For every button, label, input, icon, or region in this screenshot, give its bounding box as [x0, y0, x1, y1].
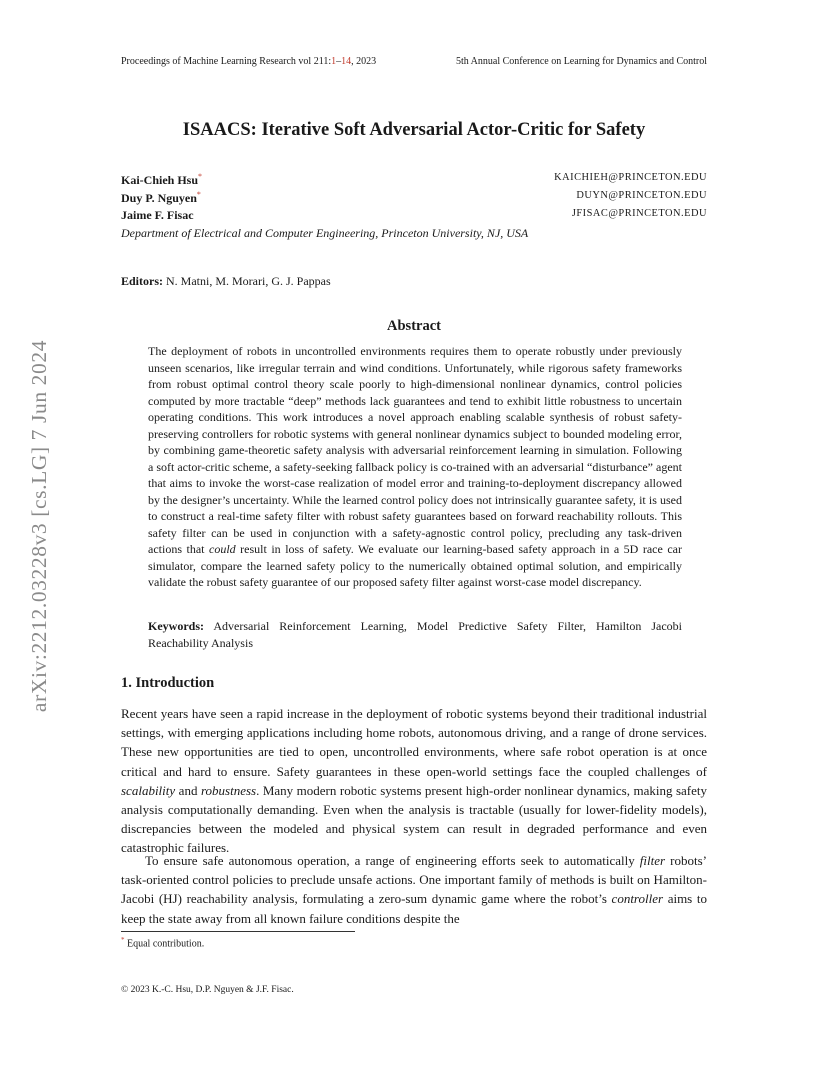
footnote-rule: [121, 931, 355, 932]
copyright-line: © 2023 K.-C. Hsu, D.P. Nguyen & J.F. Fisac.: [121, 985, 294, 995]
editors-names: N. Matni, M. Morari, G. J. Pappas: [163, 274, 331, 288]
footnote-text: Equal contribution.: [124, 938, 205, 950]
header-year: , 2023: [351, 56, 377, 67]
author-row: [121, 172, 707, 188]
author-email-1: KAICHIEH@PRINCETON.EDU: [554, 172, 707, 183]
abstract-text-2: result in loss of safety. We evaluate our learning-based safety approach in a 5D race car simulator, compare the learned safety policy to the numerically obtained optimal solution, and empirically validate the robust safety guarantee of our proposed safety filter against worst-case model discrepancy.: [148, 542, 682, 589]
keywords: [148, 618, 682, 651]
author-name-text: Kai-Chieh Hsu: [121, 173, 199, 187]
emphasis-controller: controller: [611, 891, 664, 907]
arxiv-id: arXiv:2212.03228v3 [cs.LG] 7 Jun 2024: [27, 339, 51, 713]
author-name-text: Duy P. Nguyen: [121, 191, 197, 205]
last-page-link[interactable]: 14: [341, 56, 352, 67]
editors-label: Editors:: [121, 274, 163, 288]
author-name-1: [121, 172, 202, 188]
arxiv-stamp: [24, 296, 54, 756]
abstract-body: [148, 343, 682, 591]
footnote-mark: *: [121, 936, 125, 944]
equal-contrib-mark[interactable]: *: [196, 190, 201, 199]
emphasis-robustness: robustness: [200, 782, 257, 798]
running-header-left: [121, 56, 376, 67]
footnote: [121, 936, 204, 949]
first-page-link[interactable]: 1: [331, 56, 337, 67]
author-row: [121, 190, 707, 206]
author-name-2: [121, 190, 201, 206]
abstract-text-1: The deployment of robots in uncontrolled environments requires them to operate robustly under previously unseen scenarios, like irregular terrain and wind conditions. Unfortunately, while rigorous safety frameworks from robust optimal control theory scale poorly to high-dimensional nonlinear dynamics, control policies computed by more tractable “deep” methods lack guarantees and tend to exhibit little robustness to uncertain operating conditions. This work introduces a novel approach enabling scalable synthesis of robust safety-preserving controllers for robotic systems with general nonlinear dynamics subject to bounded modeling error, by combining game-theoretic safety analysis with adversarial reinforcement learning in simulation. Following a soft actor-critic scheme, a safety-seeking fallback policy is co-trained with an adversarial “disturbance” agent that aims to invoke the worst-case realization of model error and training-to-deployment discrepancy allowed by the designer’s uncertainty. While the learned control policy does not intrinsically guarantee safety, it is used to construct a real-time safety filter with robust safety guarantees based on forward reachability rollouts. This safety filter can be used in conjunction with a safety-agnostic control policy, precluding any task-driven actions that: [148, 344, 682, 556]
author-row: [121, 208, 707, 223]
header-venue: Proceedings of Machine Learning Research vol 211:: [121, 56, 332, 67]
paragraph-text: To ensure safe autonomous operation, a range of engineering efforts seek to automatically: [145, 853, 640, 868]
equal-contrib-mark[interactable]: *: [198, 172, 203, 181]
affiliation: Department of Electrical and Computer Engineering, Princeton University, NJ, USA: [121, 226, 529, 240]
author-name-text: Jaime F. Fisac: [121, 208, 194, 222]
paper-title: ISAACS: Iterative Soft Adversarial Actor-Critic for Safety: [182, 120, 646, 140]
header-dash: –: [336, 56, 342, 67]
emphasis-scalability: scalability: [121, 782, 176, 798]
intro-paragraph-1: [121, 704, 707, 858]
paragraph-text: aims to keep the state away from all known failure conditions despite the: [121, 891, 707, 926]
editors-line: [121, 274, 331, 289]
paragraph-text: . Many modern robotic systems present high-order nonlinear dynamics, making safety analysis computationally demanding. Even when the analysis is tractable (usually for lower-fidelity models), discrepancies between the modeled and physical system can result in degraded performance and even catastrophic failures.: [121, 782, 707, 856]
abstract-heading: Abstract: [387, 318, 441, 334]
author-email-2: DUYN@PRINCETON.EDU: [576, 190, 707, 201]
emphasis-filter: filter: [639, 853, 666, 868]
author-email-3: JFISAC@PRINCETON.EDU: [571, 208, 707, 219]
section-heading-introduction: 1. Introduction: [121, 675, 215, 691]
paragraph-text: Recent years have seen a rapid increase in the deployment of robotic systems beyond their traditional industrial settings, with emerging applications including home robots, autonomous driving, and a range of drone services. These new opportunities are tied to open, uncontrolled environments, where safe robot operation is at once critical and hard to ensure. Safety guarantees in these open-world settings face the coupled challenges of: [121, 706, 707, 779]
author-name-3: [121, 208, 194, 223]
abstract-emphasis: could: [209, 542, 236, 556]
keywords-text: Adversarial Reinforcement Learning, Model Predictive Safety Filter, Hamilton Jacobi Reachability Analysis: [148, 619, 682, 650]
intro-paragraph-2: [121, 851, 707, 928]
keywords-label: Keywords:: [148, 619, 204, 633]
paragraph-text: and: [175, 782, 201, 798]
running-header-right: 5th Annual Conference on Learning for Dynamics and Control: [455, 56, 707, 67]
paragraph-text: robots’ task-oriented control policies to preclude unsafe actions. One important family of methods is built on Hamilton-Jacobi (HJ) reachability analysis, formulating a zero-sum dynamic game where the robot’s: [121, 853, 707, 907]
